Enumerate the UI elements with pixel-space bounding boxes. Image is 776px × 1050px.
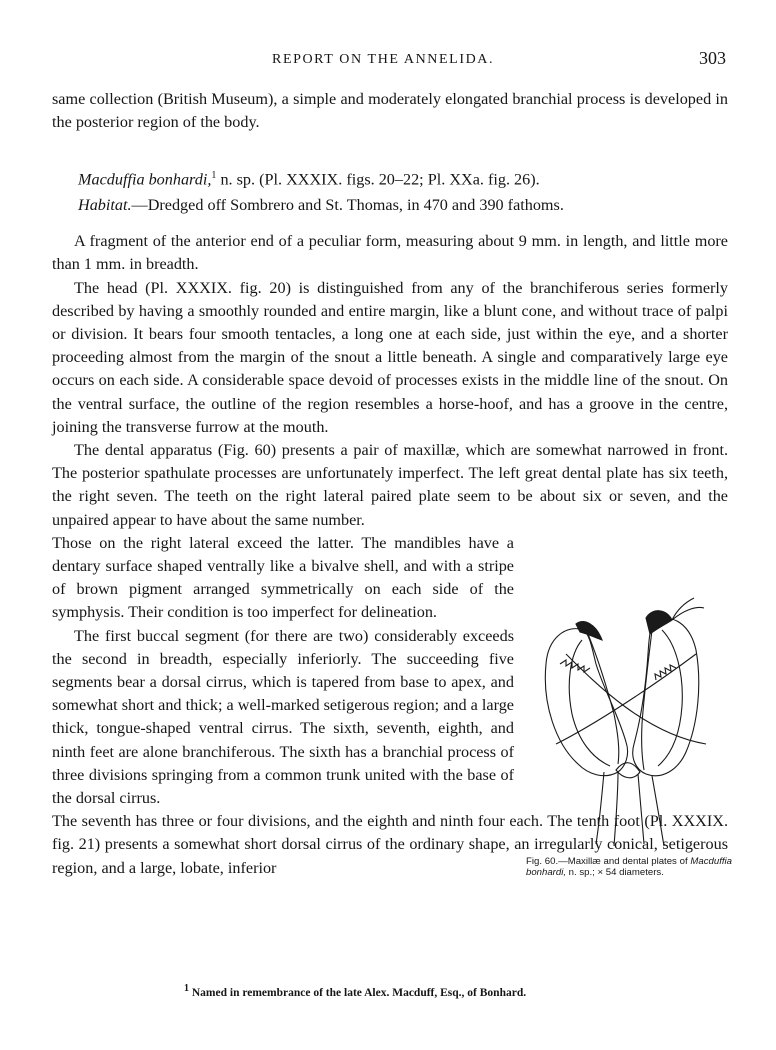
right-spathulate-process — [638, 774, 664, 846]
species-name: Macduffia bonhardi, — [78, 170, 212, 189]
footnote — [184, 983, 684, 999]
figure-60 — [526, 594, 732, 894]
figure-caption — [526, 856, 732, 878]
habitat-text: —Dredged off Sombrero and St. Thomas, in 470 and 390 fathoms. — [131, 196, 564, 214]
left-maxilla-outline — [545, 629, 627, 776]
right-maxilla-outline — [633, 618, 699, 775]
paragraph-dental-apparatus: The dental apparatus (Fig. 60) presents a pair of maxillæ, which are somewhat narrowed in front. The posterior spathulate processes are unfortunately imperfect. The left great dental plate has six teeth, the right seven. The teeth on the right lateral paired plate seem to be about six or seven, and the unpaired appear to have about the same number. — [52, 441, 728, 529]
right-pigment-spot — [646, 611, 672, 634]
species-heading — [52, 164, 728, 192]
maxillae-illustration — [526, 594, 732, 854]
right-dental-teeth — [655, 665, 676, 680]
footnote-reference: 1 — [211, 170, 217, 182]
paragraph-head: The head (Pl. XXXIX. fig. 20) is distinguished from any of the branchiferous series formerly described by having a smoothly rounded and entire margin, like a blunt cone, and without trace of palpi or division. It bears four smooth tentacles, a long one at each side, just within the eye, and a shorter proceeding almost from the margin of the snout a little beneath. A single and comparatively large eye occurs on each side. A considerable space devoid of processes exists in the middle line of the snout. On the ventral surface, the outline of the region resembles a horse-hoof, and has a groove in the centre, joining the transverse furrow at the mouth. — [52, 278, 728, 436]
paragraph-fragment: A fragment of the anterior end of a peculiar form, measuring about 9 mm. in length, and little more than 1 mm. in breadth. — [52, 232, 728, 274]
right-tip-process — [672, 598, 704, 620]
running-title: REPORT ON THE ANNELIDA. — [272, 52, 495, 67]
page-header — [0, 48, 776, 72]
caption-text-a: —Maxillæ and dental plates of — [558, 856, 691, 867]
paragraph-mandibles: Those on the right lateral exceed the latter. The mandibles have a dentary surface shaped ventrally like a bivalve shell, and with a stripe of brown pigment arranged symmetrically on each side of the symphysis. Their condition is too imperfect for delineation. — [52, 533, 514, 622]
plate-reference: n. sp. (Pl. XXXIX. figs. 20–22; Pl. XXa. fig. 26). — [216, 170, 540, 189]
left-maxilla-ridge — [588, 634, 619, 764]
left-dental-teeth — [560, 660, 590, 672]
paragraph-feet: The seventh has three or four divisions, and the eighth and ninth four each. The tenth foot (Pl. XXXIX. fig. 21) presents a somewhat short dorsal cirrus of the ordinary shape, an irregularly conical, setigerous region, and a large, lobate, inferior — [52, 812, 728, 877]
crossing-line-a — [566, 654, 706, 744]
caption-text-b: n. sp.; × 54 diameters. — [566, 867, 664, 878]
intro-paragraph: same collection (British Museum), a simple and moderately elongated branchial process is developed in the posterior region of the body. — [52, 90, 728, 132]
page-number: 303 — [699, 48, 726, 68]
caption-species: Macduffia bonhardi, — [526, 856, 732, 878]
footnote-mark: 1 — [184, 983, 189, 994]
footnote-text: Named in remembrance of the late Alex. Macduff, Esq., of Bonhard. — [189, 986, 527, 999]
habitat-line — [52, 194, 728, 217]
habitat-label: Habitat. — [78, 196, 132, 214]
left-maxilla-inner — [569, 640, 610, 766]
paragraph-buccal-segments: The first buccal segment (for there are two) considerably exceeds the second in breadth, especially inferiorly. The succeeding five segments bear a dorsal cirrus, which is tapered from base to apex, and somewhat short and thick; a well-marked setigerous region; and a large thick, tongue-shaped ventral cirrus. The sixth, seventh, eighth, and ninth feet are alone branchiferous. The sixth has a branchial process of three divisions springing from a common trunk united with the base of the dorsal cirrus. — [52, 626, 514, 808]
right-maxilla-inner — [658, 630, 682, 766]
left-spathulate-process — [596, 772, 618, 846]
figure-label: Fig. 60. — [526, 856, 559, 867]
